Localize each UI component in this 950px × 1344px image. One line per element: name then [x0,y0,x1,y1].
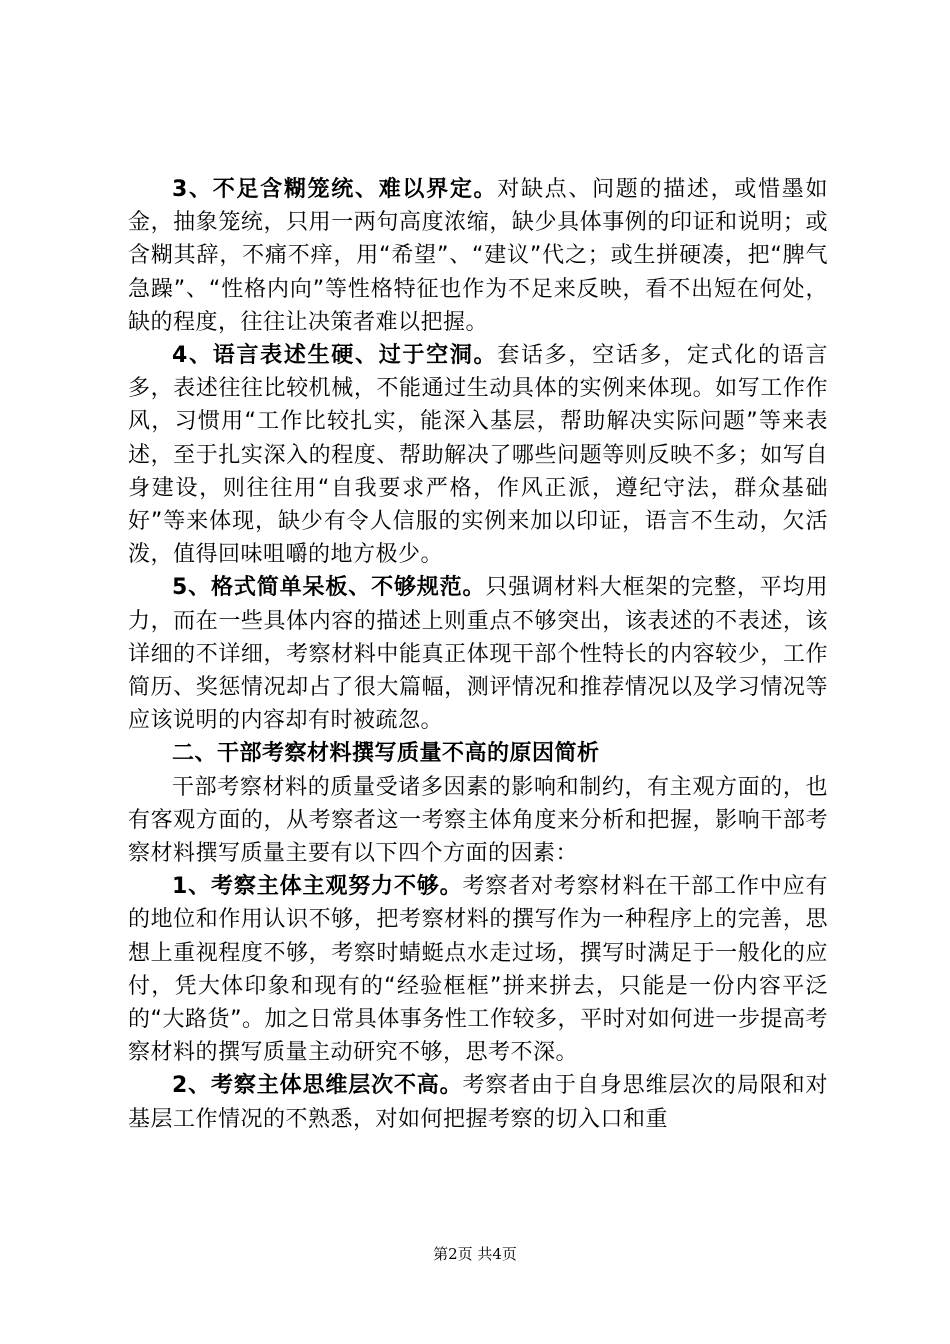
paragraph-shortcomings-vague [128,173,828,339]
paragraph-text: 考察者由于自身思维层次的局限和对基层工作情况的不熟悉，对如何把握考察的切入口和重 [128,1073,828,1132]
paragraph-lead: 4、语言表述生硬、过于空洞。 [172,343,498,369]
paragraph-format-rigid [128,571,828,737]
paragraph-lead: 5、格式简单呆板、不够规范。 [172,575,486,601]
document-body [128,173,828,1136]
paragraph-lead: 2、考察主体思维层次不高。 [172,1073,463,1099]
paragraph-text: 考察者对考察材料在干部工作中应有的地位和作用认识不够，把考察材料的撰写作为一种程序上的完善，思想上重视程度不够，考察时蜻蜓点水走过场，撰写时满足于一般化的应付，凭大体印象和现有的“经验框框”拼来拼去，只能是一份内容平泛的“大路货”。加之日常具体事务性工作较多，平时对如何进一步提高考察材料的撰写质量主动研究不够，思考不深。 [128,874,828,1066]
section-intro: 干部考察材料的质量受诸多因素的影响和制约，有主观方面的，也有客观方面的，从考察者这一考察主体角度来分析和把握，影响干部考察材料撰写质量主要有以下四个方面的因素： [128,774,828,867]
page-number-footer: 第2页 共4页 [433,1245,517,1263]
paragraph-cause-effort [128,870,828,1069]
paragraph-text: 只强调材料大框架的完整，平均用力，而在一些具体内容的描述上则重点不够突出，该表述的不表述，该详细的不详细，考察材料中能真正体现干部个性特长的内容较少，工作简历、奖惩情况却占了很大篇幅，测评情况和推荐情况以及学习情况等应该说明的内容却有时被疏忽。 [128,575,828,734]
paragraph-language-stiff [128,339,828,571]
section-heading: 二、干部考察材料撰写质量不高的原因简析 [172,741,600,767]
paragraph-cause-thinking [128,1069,828,1135]
paragraph-lead: 3、不足含糊笼统、难以界定。 [172,177,498,202]
paragraph-text: 套话多，空话多，定式化的语言多，表述往往比较机械，不能通过生动具体的实例来体现。如写工作作风，习惯用“工作比较扎实，能深入基层，帮助解决实际问题”等来表述，至于扎实深入的程度、帮助解决了哪些问题等则反映不多；如写自身建设，则往往用“自我要求严格，作风正派，遵纪守法，群众基础好”等来体现，缺少有令人信服的实例来加以印证，语言不生动，欠活泼，值得回味咀嚼的地方极少。 [128,343,828,568]
paragraph-lead: 1、考察主体主观努力不够。 [172,874,463,900]
paragraph-text: 对缺点、问题的描述，或惜墨如金，抽象笼统，只用一两句高度浓缩，缺少具体事例的印证和说明；或含糊其辞，不痛不痒，用“希望”、“建议”代之；或生拼硬凑，把“脾气急躁”、“性格内向”等性格特征也作为不足来反映，看不出短在何处，缺的程度，往往让决策者难以把握。 [128,177,828,335]
